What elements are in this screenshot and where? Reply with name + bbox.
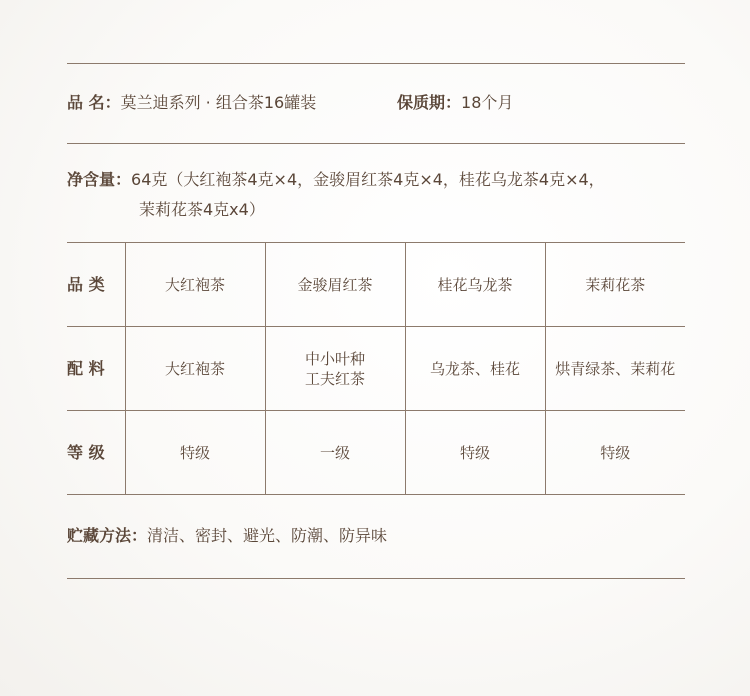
table-row-category	[67, 243, 685, 327]
table-cell: 特级	[405, 411, 545, 495]
table-cell: 茉莉花茶	[545, 243, 685, 327]
table-cell	[265, 327, 405, 411]
product-name-value: 莫兰迪系列 · 组合茶16罐装	[120, 93, 317, 112]
table-row-grade	[67, 411, 685, 495]
net-content-row	[67, 168, 605, 192]
product-name-label: 品 名：	[67, 93, 121, 112]
table-cell: 特级	[545, 411, 685, 495]
table-row-ingredients	[67, 327, 685, 411]
net-content-line1: 64克（大红袍茶4克×4，金骏眉红茶4克×4，桂花乌龙茶4克×4，	[131, 170, 605, 189]
row-header-grade: 等 级	[67, 411, 125, 495]
table-cell: 大红袍茶	[125, 243, 265, 327]
table-cell: 桂花乌龙茶	[405, 243, 545, 327]
net-content-line2-row	[139, 198, 265, 222]
shelf-life-row	[397, 91, 513, 115]
net-content-line2: 茉莉花茶4克x4）	[139, 200, 265, 219]
storage-label: 贮藏方法：	[67, 526, 148, 545]
spec-table	[67, 242, 685, 495]
table-cell: 金骏眉红茶	[265, 243, 405, 327]
table-cell-line: 工夫红茶	[304, 369, 365, 388]
table-cell: 特级	[125, 411, 265, 495]
shelf-life-label: 保质期：	[397, 93, 462, 112]
table-cell: 乌龙茶、桂花	[405, 327, 545, 411]
product-name-row	[67, 91, 316, 115]
storage-value: 清洁、密封、避光、防潮、防异味	[147, 526, 388, 545]
divider-top	[67, 63, 685, 64]
table-cell-line: 中小叶种	[304, 349, 365, 368]
table-cell: 烘青绿茶、茉莉花	[545, 327, 685, 411]
shelf-life-value: 18个月	[461, 93, 514, 112]
table-cell: 大红袍茶	[125, 327, 265, 411]
table-cell: 一级	[265, 411, 405, 495]
divider-2	[67, 143, 685, 144]
divider-bottom	[67, 578, 685, 579]
row-header-ingredients: 配 料	[67, 327, 125, 411]
row-header-category: 品 类	[67, 243, 125, 327]
storage-row	[67, 524, 387, 548]
net-content-label: 净含量：	[67, 170, 132, 189]
